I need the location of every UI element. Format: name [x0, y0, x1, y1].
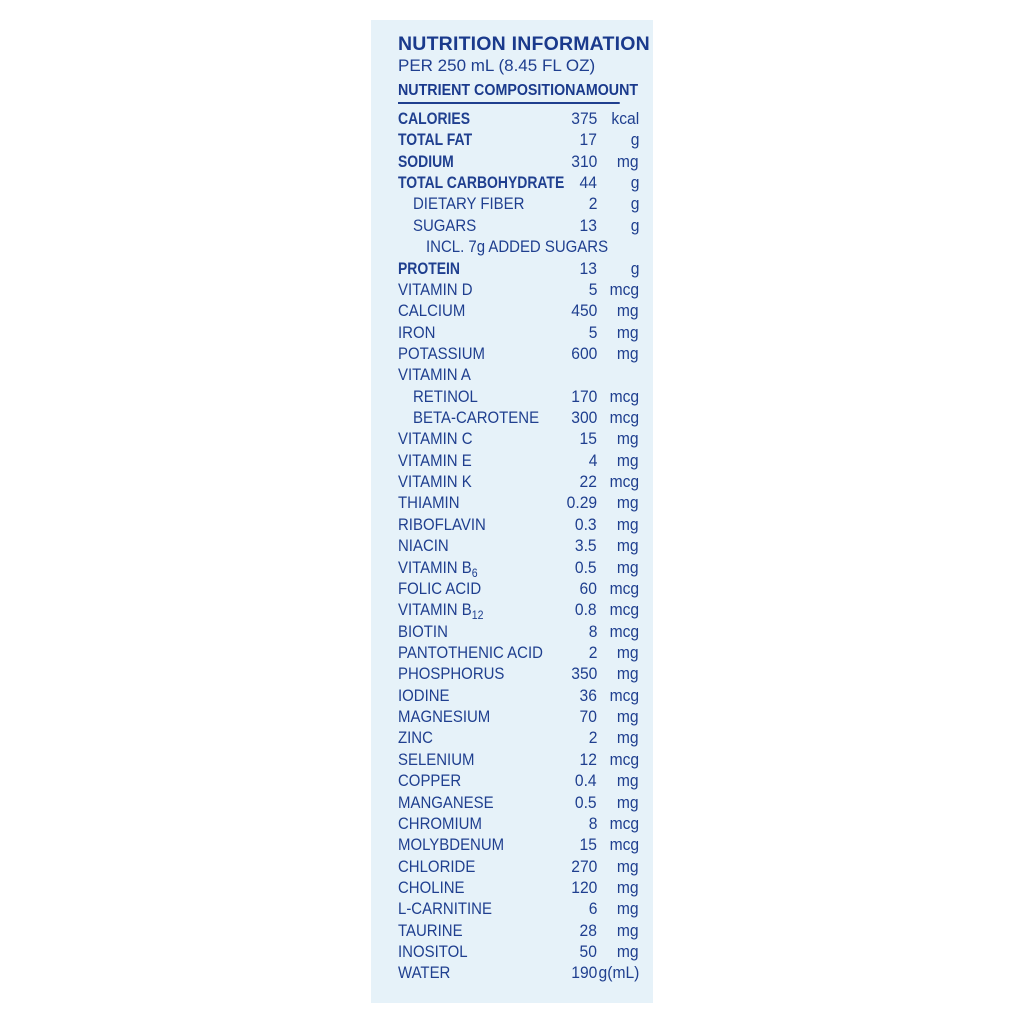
nutrient-unit: mcg: [609, 621, 639, 641]
nutrient-name: [398, 471, 472, 492]
nutrient-name-text: TAURINE: [398, 920, 463, 940]
nutrient-unit: mcg: [609, 578, 639, 598]
nutrient-name-text: MANGANESE: [398, 792, 494, 812]
nutrient-name-text: VITAMIN B: [398, 557, 472, 577]
nutrient-name: [426, 236, 608, 257]
nutrient-amount: 15: [579, 429, 597, 449]
table-row: [398, 535, 643, 556]
nutrient-name: [413, 215, 476, 236]
table-row: [398, 343, 643, 364]
nutrient-name: [398, 492, 460, 513]
nutrient-column-header: NUTRIENT COMPOSITION: [398, 82, 576, 99]
nutrient-name: [398, 428, 473, 449]
nutrient-amount: 310: [570, 151, 597, 171]
nutrient-name: [398, 535, 449, 556]
nutrient-amount: 12: [579, 749, 597, 769]
nutrient-name-text: VITAMIN B: [398, 600, 472, 620]
table-row: [398, 578, 643, 599]
nutrient-amount: 8: [588, 621, 597, 641]
nutrient-unit: mcg: [609, 279, 639, 299]
nutrient-amount: 22: [579, 472, 597, 492]
nutrient-amount: 5: [588, 279, 597, 299]
nutrient-unit: mcg: [609, 386, 639, 406]
table-row: [398, 450, 643, 471]
nutrient-name: [398, 898, 492, 919]
nutrient-unit: mg: [617, 450, 639, 470]
nutrient-name-text: VITAMIN A: [398, 365, 471, 385]
nutrient-unit: mg: [617, 536, 639, 556]
nutrient-name: [398, 108, 470, 129]
table-row: [398, 322, 643, 343]
nutrient-name-text: IRON: [398, 322, 436, 342]
nutrient-unit: mcg: [609, 472, 639, 492]
nutrient-unit: g: [630, 194, 639, 214]
table-row: [398, 514, 643, 535]
nutrient-amount: 120: [570, 877, 597, 897]
nutrient-amount: 450: [570, 301, 597, 321]
nutrient-name-text: SUGARS: [413, 215, 477, 235]
nutrient-name: [398, 172, 564, 193]
nutrient-name-text: INOSITOL: [398, 942, 468, 962]
nutrient-unit: mcg: [609, 813, 639, 833]
nutrient-name-text: WATER: [398, 963, 451, 983]
nutrient-name: [398, 578, 481, 599]
nutrient-unit: mg: [617, 322, 639, 342]
nutrient-name-subscript: 6: [471, 565, 478, 580]
nutrient-name: [398, 770, 461, 791]
nutrient-unit: mg: [617, 642, 639, 662]
nutrient-unit: mg: [617, 899, 639, 919]
nutrient-unit: mg: [617, 343, 639, 363]
nutrient-name: [398, 300, 465, 321]
nutrient-name-text: COPPER: [398, 771, 462, 791]
nutrient-amount: 4: [588, 450, 597, 470]
table-row: [398, 471, 643, 492]
table-row: [398, 599, 643, 623]
table-row: [398, 685, 643, 706]
nutrient-name: [413, 407, 539, 428]
table-row: [398, 792, 643, 813]
table-row: [398, 172, 643, 193]
nutrient-name-text: NIACIN: [398, 536, 449, 556]
nutrient-amount: 600: [570, 343, 597, 363]
nutrient-unit: mcg: [609, 600, 639, 620]
nutrient-name: [398, 343, 485, 364]
nutrient-name-text: MAGNESIUM: [398, 707, 491, 727]
nutrient-name: [398, 856, 475, 877]
nutrient-amount: 300: [570, 408, 597, 428]
nutrient-name-text: SELENIUM: [398, 749, 475, 769]
nutrient-name-subscript: 12: [471, 608, 484, 623]
nutrient-name: [398, 322, 435, 343]
nutrient-unit: mg: [617, 151, 639, 171]
nutrient-name-text: BETA-CAROTENE: [413, 408, 540, 428]
nutrient-name: [413, 193, 524, 214]
nutrient-unit: mcg: [609, 749, 639, 769]
nutrient-name: [398, 749, 474, 770]
nutrient-name: [398, 557, 478, 580]
nutrient-unit: mcg: [609, 835, 639, 855]
nutrient-name-text: ZINC: [398, 728, 433, 748]
table-row: [398, 279, 643, 300]
nutrient-name: [398, 599, 483, 622]
nutrient-unit: kcal: [611, 109, 639, 128]
nutrient-amount: 0.5: [575, 557, 597, 577]
nutrient-amount: 36: [579, 685, 597, 705]
nutrient-name-text: L-CARNITINE: [398, 899, 492, 919]
table-row: [398, 215, 643, 236]
nutrient-amount: 70: [579, 707, 597, 727]
nutrient-unit: mg: [617, 493, 639, 513]
nutrient-name-text: IODINE: [398, 685, 450, 705]
nutrient-amount: 375: [570, 109, 597, 128]
nutrient-name: [398, 450, 472, 471]
nutrient-name: [398, 151, 454, 172]
nutrient-table: [398, 108, 643, 984]
table-row: [398, 727, 643, 748]
nutrient-amount: 8: [588, 813, 597, 833]
table-row: [398, 108, 643, 129]
nutrient-name: [398, 813, 482, 834]
nutrient-unit: mg: [617, 792, 639, 812]
nutrient-name-text: VITAMIN D: [398, 279, 473, 299]
nutrient-amount: 44: [579, 173, 597, 193]
table-row: [398, 621, 643, 642]
nutrient-name-text: CHROMIUM: [398, 813, 482, 833]
nutrient-amount: 15: [579, 835, 597, 855]
nutrient-name: [398, 663, 504, 684]
nutrient-name: [398, 834, 504, 855]
nutrient-name: [398, 877, 465, 898]
nutrient-unit: mg: [617, 771, 639, 791]
nutrient-name-text: PANTOTHENIC ACID: [398, 642, 543, 662]
nutrient-amount: 0.4: [575, 771, 597, 791]
nutrient-unit: mg: [617, 514, 639, 534]
table-row: [398, 898, 643, 919]
table-row: [398, 962, 643, 983]
nutrient-amount: 28: [579, 920, 597, 940]
table-row: [398, 557, 643, 578]
table-row: [398, 856, 643, 877]
nutrient-name-text: CHLORIDE: [398, 856, 476, 876]
nutrient-unit: mcg: [609, 685, 639, 705]
nutrient-name: [398, 727, 433, 748]
table-row: [398, 407, 643, 428]
table-row: [398, 428, 643, 449]
nutrient-amount: 17: [579, 130, 597, 150]
nutrient-amount: 2: [588, 642, 597, 662]
nutrient-name-text: DIETARY FIBER: [413, 194, 525, 214]
nutrient-name: [398, 258, 460, 279]
nutrient-amount: 6: [588, 899, 597, 919]
nutrient-amount: 0.3: [575, 514, 597, 534]
nutrient-name-text: MOLYBDENUM: [398, 835, 505, 855]
nutrient-name-text: POTASSIUM: [398, 343, 486, 363]
nutrient-name-text: CHOLINE: [398, 877, 465, 897]
nutrient-name: [398, 706, 490, 727]
table-row: [398, 920, 643, 941]
table-row: [398, 258, 643, 279]
nutrient-unit: g: [630, 130, 639, 150]
nutrient-unit: mg: [617, 557, 639, 577]
nutrient-name-text: FOLIC ACID: [398, 578, 482, 598]
column-header-row: [398, 80, 639, 104]
nutrient-name: [398, 279, 473, 300]
nutrient-name: [398, 621, 448, 642]
panel-title: NUTRITION INFORMATION: [398, 33, 650, 55]
nutrient-name: [398, 792, 494, 813]
nutrient-name-text: INCL. 7g ADDED SUGARS: [426, 237, 609, 257]
nutrient-name-text: PHOSPHORUS: [398, 664, 505, 684]
nutrient-amount: 190: [570, 963, 597, 983]
nutrient-unit: g: [630, 258, 639, 278]
serving-size: PER 250 mL (8.45 FL OZ): [398, 56, 596, 75]
table-row: [398, 386, 643, 407]
amount-column-header: AMOUNT: [575, 82, 639, 99]
nutrient-name-text: TOTAL CARBOHYDRATE: [398, 173, 565, 193]
nutrient-name-text: VITAMIN K: [398, 472, 472, 492]
table-row: [398, 749, 643, 770]
nutrient-amount: 270: [570, 856, 597, 876]
nutrient-name-text: TOTAL FAT: [398, 130, 473, 150]
nutrient-name-text: VITAMIN E: [398, 450, 472, 470]
nutrient-unit: g: [630, 173, 639, 193]
nutrient-name-text: RIBOFLAVIN: [398, 514, 486, 534]
nutrient-unit: mg: [617, 856, 639, 876]
table-row: [398, 193, 643, 214]
nutrient-amount: 170: [570, 386, 597, 406]
nutrient-unit: g(mL): [598, 963, 639, 983]
table-row: [398, 492, 643, 513]
nutrient-unit: mg: [617, 877, 639, 897]
nutrient-amount: 5: [588, 322, 597, 342]
nutrient-name: [398, 962, 450, 983]
nutrient-name-text: PROTEIN: [398, 258, 460, 278]
nutrient-unit: mg: [617, 301, 639, 321]
table-row: [398, 129, 643, 150]
nutrient-amount: 0.5: [575, 792, 597, 812]
table-row: [398, 151, 643, 172]
nutrient-amount: 3.5: [575, 536, 597, 556]
nutrient-name: [413, 386, 478, 407]
table-row: [398, 364, 643, 385]
nutrient-name: [398, 129, 472, 150]
nutrient-amount: 13: [579, 258, 597, 278]
nutrient-amount: 50: [579, 942, 597, 962]
nutrient-amount: 0.8: [575, 600, 597, 620]
nutrient-unit: mcg: [609, 408, 639, 428]
table-row: [398, 834, 643, 855]
nutrient-unit: mg: [617, 429, 639, 449]
nutrient-name: [398, 685, 450, 706]
nutrient-unit: g: [630, 215, 639, 235]
table-row: [398, 770, 643, 791]
nutrient-amount: 350: [570, 664, 597, 684]
nutrient-name-text: SODIUM: [398, 151, 454, 171]
nutrient-name: [398, 514, 486, 535]
table-row: [398, 663, 643, 684]
table-row: [398, 642, 643, 663]
table-row: [398, 300, 643, 321]
nutrient-name-text: RETINOL: [413, 386, 478, 406]
nutrient-name-text: VITAMIN C: [398, 429, 473, 449]
nutrient-amount: 2: [588, 728, 597, 748]
nutrient-amount: 60: [579, 578, 597, 598]
nutrient-name: [398, 642, 543, 663]
nutrient-name-text: CALORIES: [398, 109, 471, 128]
nutrient-name-text: CALCIUM: [398, 301, 466, 321]
table-row: [398, 813, 643, 834]
table-row: [398, 706, 643, 727]
table-row: [398, 877, 643, 898]
nutrient-unit: mg: [617, 707, 639, 727]
nutrient-name-text: BIOTIN: [398, 621, 448, 641]
nutrient-unit: mg: [617, 942, 639, 962]
nutrient-name: [398, 941, 468, 962]
nutrient-amount: 2: [588, 194, 597, 214]
nutrition-panel: [371, 20, 653, 1003]
nutrient-name: [398, 920, 463, 941]
nutrient-amount: 13: [579, 215, 597, 235]
table-row: [398, 236, 643, 257]
nutrient-amount: 0.29: [566, 493, 597, 513]
table-row: [398, 941, 643, 962]
nutrient-unit: mg: [617, 664, 639, 684]
nutrient-unit: mg: [617, 920, 639, 940]
nutrient-unit: mg: [617, 728, 639, 748]
nutrient-name-text: THIAMIN: [398, 493, 460, 513]
nutrient-name: [398, 364, 471, 385]
